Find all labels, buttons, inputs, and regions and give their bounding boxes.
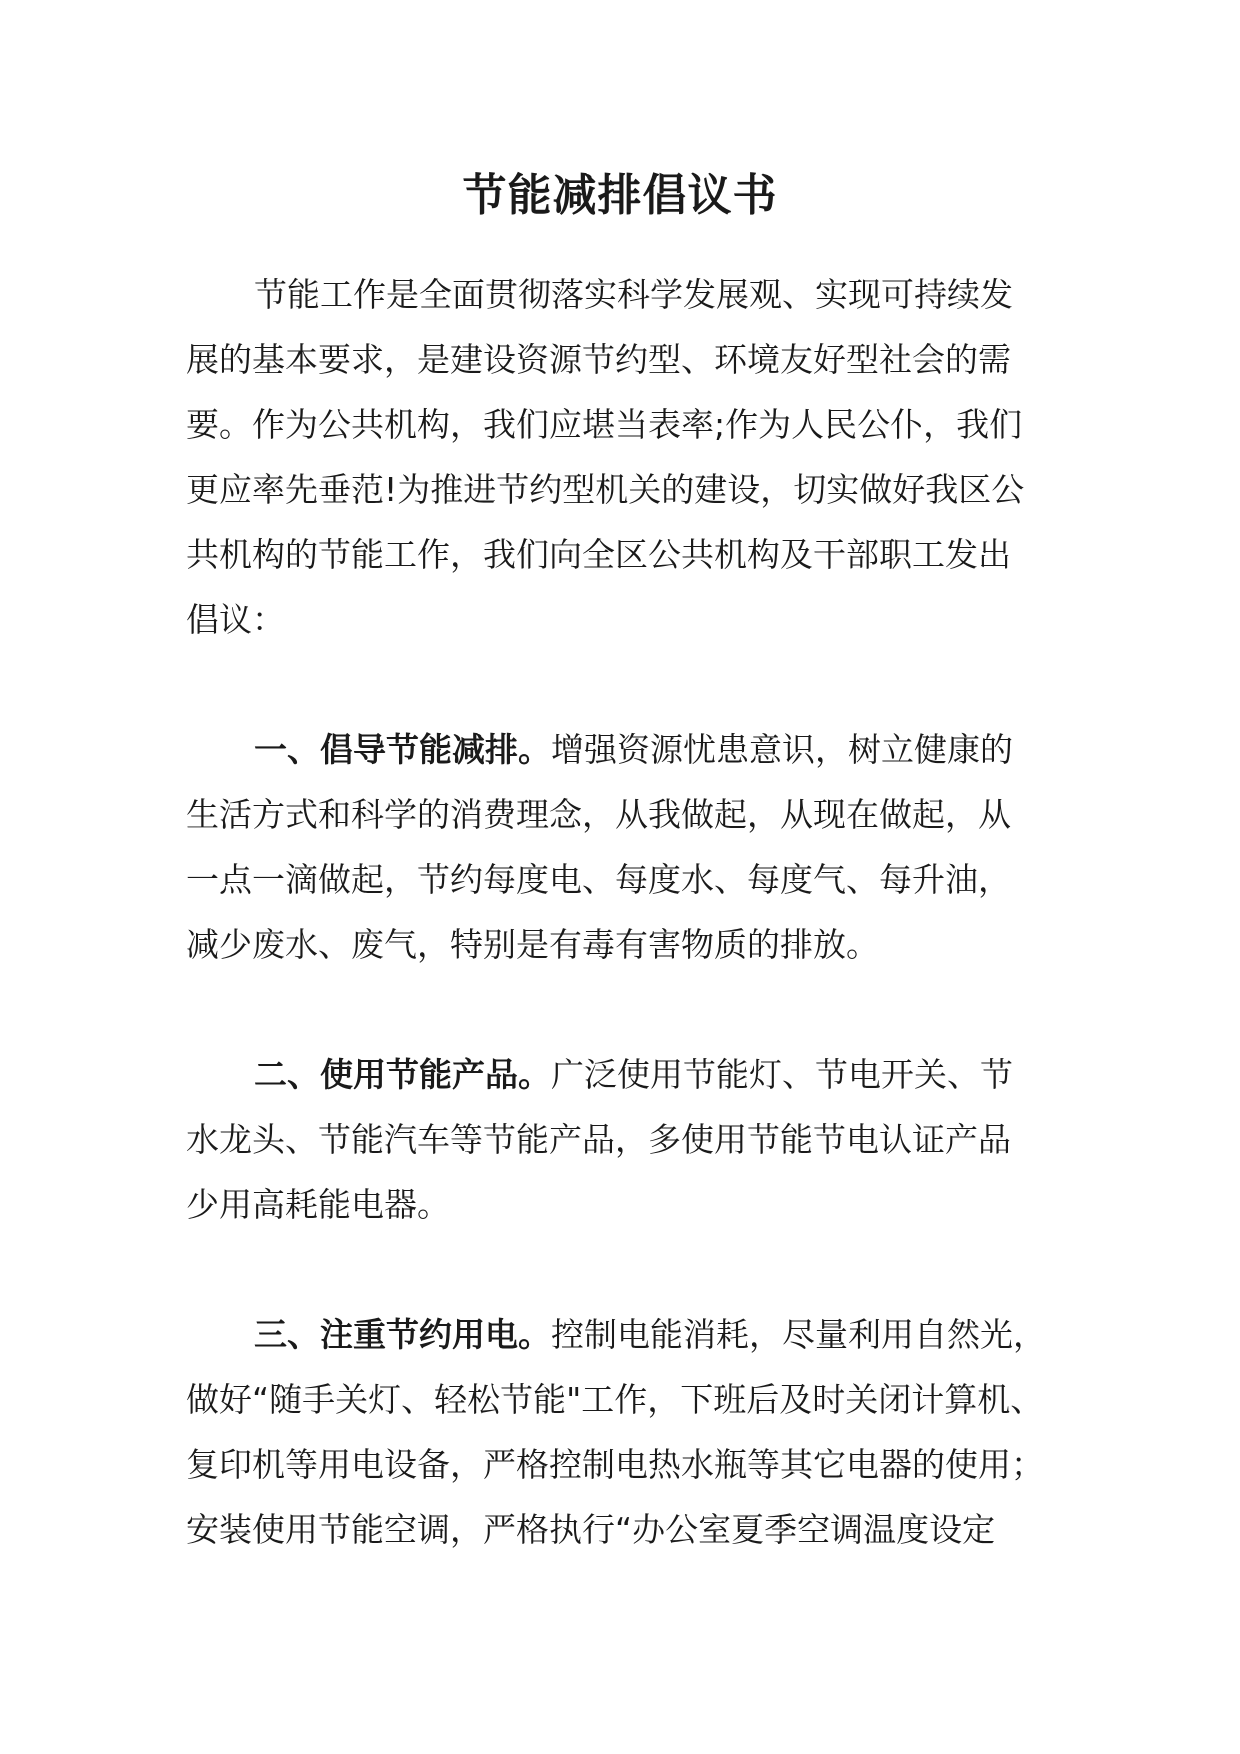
section-first-line: [186, 717, 1086, 782]
section-3-paragraph: [186, 1302, 1086, 1562]
section-heading: 一、倡导节能减排。: [254, 730, 551, 769]
section-2-paragraph: [186, 1042, 1086, 1237]
section-first-line: [186, 1042, 1086, 1107]
section-line: 水龙头、节能汽车等节能产品，多使用节能节电认证产品: [186, 1120, 1011, 1159]
section-line: 一点一滴做起，节约每度电、每度水、每度气、每升油，: [186, 860, 1011, 899]
intro-line: 节能工作是全面贯彻落实科学发展观、实现可持续发: [254, 275, 1013, 314]
intro-paragraph: [186, 262, 1086, 652]
section-line: 安装使用节能空调，严格执行“办公室夏季空调温度设定: [186, 1510, 996, 1549]
section-heading: 三、注重节约用电。: [254, 1315, 551, 1354]
document-title: 节能减排倡议书: [462, 170, 778, 221]
intro-line: 更应率先垂范!为推进节约型机关的建设，切实做好我区公: [186, 470, 1025, 509]
section-line: 减少废水、废气，特别是有毒有害物质的排放。: [186, 925, 879, 964]
intro-line: 共机构的节能工作，我们向全区公共机构及干部职工发出: [186, 535, 1011, 574]
section-line: 生活方式和科学的消费理念，从我做起，从现在做起，从: [186, 795, 1011, 834]
section-text: 控制电能消耗，尽量利用自然光，: [551, 1315, 1046, 1354]
section-first-line: [186, 1302, 1086, 1367]
intro-line: 要。作为公共机构，我们应堪当表率;作为人民公仆，我们: [186, 405, 1023, 444]
section-text: 广泛使用节能灯、节电开关、节: [551, 1055, 1013, 1094]
section-line: 复印机等用电设备，严格控制电热水瓶等其它电器的使用；: [186, 1445, 1044, 1484]
intro-line: 展的基本要求，是建设资源节约型、环境友好型社会的需: [186, 340, 1011, 379]
section-1-paragraph: [186, 717, 1086, 977]
section-text: 增强资源忧患意识，树立健康的: [551, 730, 1013, 769]
section-heading: 二、使用节能产品。: [254, 1055, 551, 1094]
intro-line: 倡议：: [186, 600, 285, 639]
section-line: 做好“随手关灯、轻松节能"工作，下班后及时关闭计算机、: [186, 1380, 1044, 1419]
section-line: 少用高耗能电器。: [186, 1185, 450, 1224]
